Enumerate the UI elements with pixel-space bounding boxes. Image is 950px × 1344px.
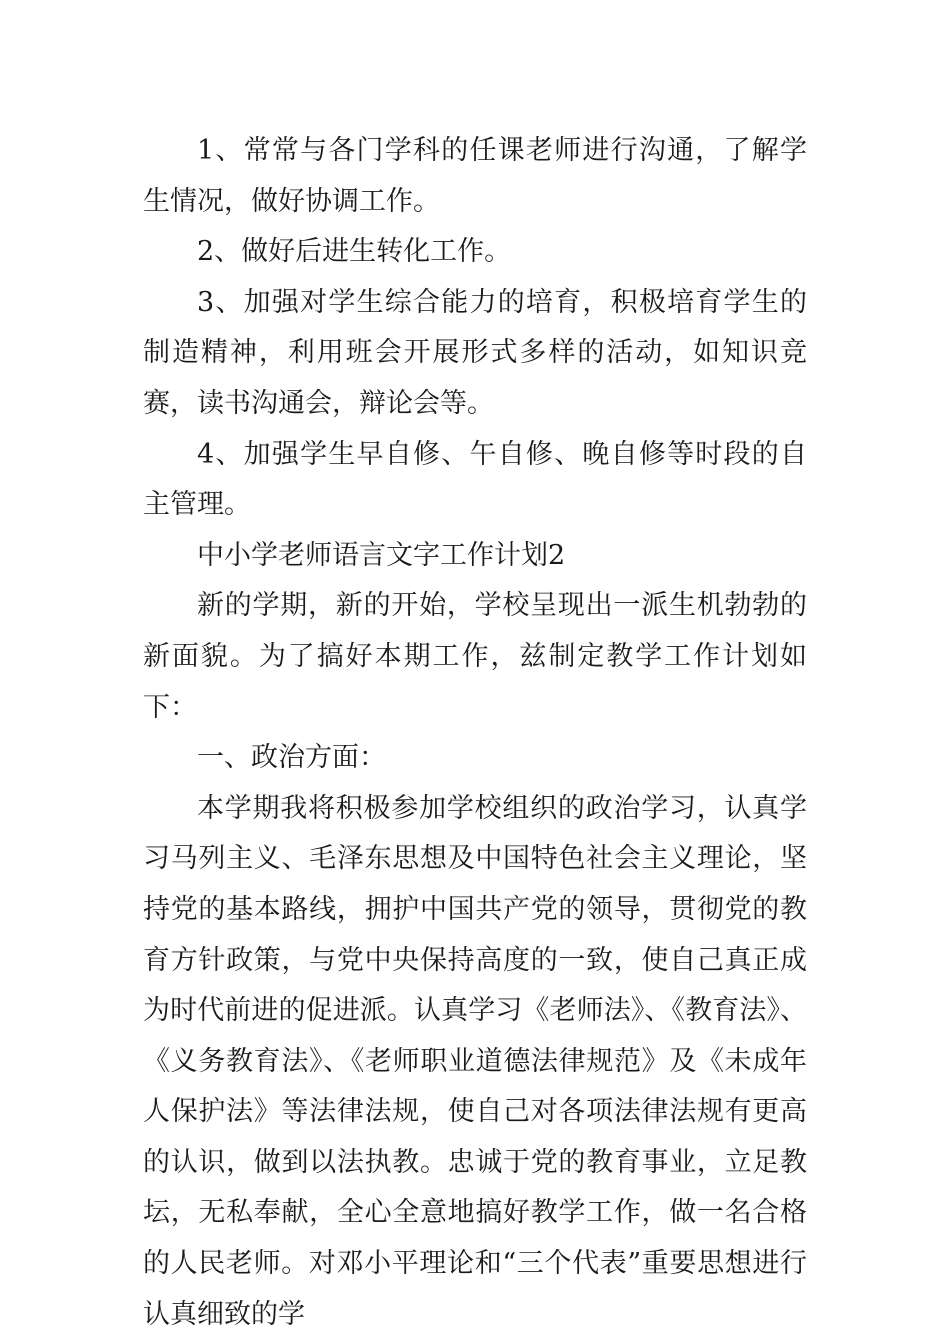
paragraph-item-3: 3、加强对学生综合能力的培育，积极培育学生的制造精神，利用班会开展形式多样的活动，如知识竞赛，读书沟通会，辩论会等。	[143, 286, 807, 419]
paragraph-item-4: 4、加强学生早自修、午自修、晚自修等时段的自主管理。	[143, 438, 807, 521]
paragraph-item-1: 1、常常与各门学科的任课老师进行沟通，了解学生情况，做好协调工作。	[143, 135, 807, 217]
document-body	[143, 126, 807, 1340]
intro-paragraph: 新的学期，新的开始，学校呈现出一派生机勃勃的新面貌。为了搞好本期工作，兹制定教学工作计划如下：	[143, 590, 807, 723]
paragraph-item-2: 2、做好后进生转化工作。	[197, 236, 512, 268]
section-heading: 中小学老师语言文字工作计划2	[197, 539, 566, 571]
politics-paragraph: 本学期我将积极参加学校组织的政治学习，认真学习马列主义、毛泽东思想及中国特色社会主义理论，坚持党的基本路线，拥护中国共产党的领导，贯彻党的教育方针政策，与党中央保持高度的一致，使自己真正成为时代前进的促进派。认真学习《老师法》、《教育法》、《义务教育法》、《老师职业道德法律规范》及《未成年人保护法》等法律法规，使自己对各项法律法规有更高的认识，做到以法执教。忠诚于党的教育事业，立足教坛，无私奉献，全心全意地搞好教学工作，做一名合格的人民老师。对邓小平理论和“三个代表”重要思想进行认真细致的学	[143, 792, 807, 1330]
subsection-heading: 一、政治方面：	[197, 742, 386, 774]
